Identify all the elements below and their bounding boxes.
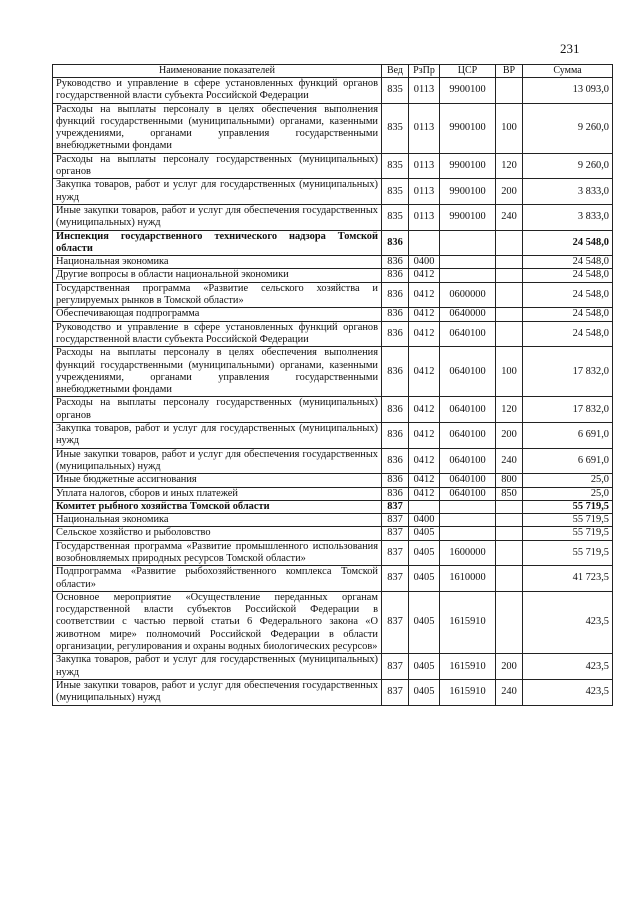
row-csr: 0600000: [440, 282, 496, 308]
row-name: Закупка товаров, работ и услуг для государственных (муниципальных) нужд: [53, 654, 382, 680]
table-row: [53, 566, 613, 592]
row-vr: 200: [496, 423, 523, 449]
row-vr: [496, 78, 523, 104]
table-row: [53, 448, 613, 474]
row-vr: [496, 540, 523, 566]
table-header-row: [53, 65, 613, 78]
table-row: [53, 179, 613, 205]
table-row: [53, 514, 613, 527]
table-row: [53, 474, 613, 487]
row-sum: 55 719,5: [523, 540, 613, 566]
table-row: [53, 527, 613, 540]
table-row: [53, 78, 613, 104]
row-vr: 100: [496, 347, 523, 397]
table-row: [53, 282, 613, 308]
row-ved: 835: [382, 204, 409, 230]
row-csr: 9900100: [440, 179, 496, 205]
table-row: [53, 423, 613, 449]
row-rzpr: 0400: [409, 514, 440, 527]
row-sum: 3 833,0: [523, 179, 613, 205]
row-ved: 836: [382, 230, 409, 256]
row-csr: 0640100: [440, 321, 496, 347]
row-name: Уплата налогов, сборов и иных платежей: [53, 487, 382, 500]
row-vr: 120: [496, 397, 523, 423]
row-csr: [440, 514, 496, 527]
row-name: Инспекция государственного технического надзора Томской области: [53, 230, 382, 256]
row-rzpr: 0412: [409, 308, 440, 321]
row-vr: 800: [496, 474, 523, 487]
header-sum: Сумма: [523, 65, 613, 78]
row-sum: 24 548,0: [523, 230, 613, 256]
row-vr: 850: [496, 487, 523, 500]
table-row: [53, 153, 613, 179]
row-rzpr: 0113: [409, 78, 440, 104]
row-name: Иные закупки товаров, работ и услуг для обеспечения государственных (муниципальных) нужд: [53, 448, 382, 474]
row-csr: 0640100: [440, 474, 496, 487]
row-name: Подпрограмма «Развитие рыбохозяйственного комплекса Томской области»: [53, 566, 382, 592]
row-rzpr: 0412: [409, 282, 440, 308]
row-csr: 1615910: [440, 654, 496, 680]
row-vr: [496, 308, 523, 321]
row-name: Национальная экономика: [53, 514, 382, 527]
row-csr: 1615910: [440, 591, 496, 653]
row-sum: 9 260,0: [523, 153, 613, 179]
row-name: Расходы на выплаты персоналу государственных (муниципальных) органов: [53, 397, 382, 423]
row-rzpr: 0412: [409, 448, 440, 474]
row-sum: 423,5: [523, 679, 613, 705]
budget-table: [52, 64, 613, 706]
row-ved: 836: [382, 474, 409, 487]
row-ved: 836: [382, 347, 409, 397]
row-name: Другие вопросы в области национальной экономики: [53, 269, 382, 282]
row-name: Иные закупки товаров, работ и услуг для обеспечения государственных (муниципальных) нужд: [53, 679, 382, 705]
row-rzpr: 0405: [409, 540, 440, 566]
row-vr: [496, 256, 523, 269]
table-row: [53, 321, 613, 347]
row-sum: 24 548,0: [523, 308, 613, 321]
row-csr: 9900100: [440, 153, 496, 179]
row-csr: 9900100: [440, 204, 496, 230]
header-vr: ВР: [496, 65, 523, 78]
row-csr: 0640000: [440, 308, 496, 321]
row-name: Иные закупки товаров, работ и услуг для обеспечения государственных (муниципальных) нужд: [53, 204, 382, 230]
row-sum: 17 832,0: [523, 397, 613, 423]
row-csr: 1610000: [440, 566, 496, 592]
row-vr: [496, 514, 523, 527]
row-sum: 13 093,0: [523, 78, 613, 104]
row-vr: 200: [496, 179, 523, 205]
row-name: Иные бюджетные ассигнования: [53, 474, 382, 487]
row-csr: [440, 269, 496, 282]
table-row: [53, 308, 613, 321]
table-row: [53, 654, 613, 680]
row-rzpr: 0412: [409, 487, 440, 500]
row-sum: 24 548,0: [523, 282, 613, 308]
row-sum: 25,0: [523, 487, 613, 500]
row-sum: 55 719,5: [523, 500, 613, 513]
row-vr: [496, 269, 523, 282]
row-ved: 837: [382, 514, 409, 527]
row-ved: 836: [382, 321, 409, 347]
row-rzpr: 0412: [409, 347, 440, 397]
row-vr: [496, 230, 523, 256]
row-rzpr: 0405: [409, 679, 440, 705]
row-rzpr: 0412: [409, 474, 440, 487]
row-sum: 9 260,0: [523, 103, 613, 153]
row-vr: 240: [496, 204, 523, 230]
table-row: [53, 540, 613, 566]
header-ved: Вед: [382, 65, 409, 78]
table-row: [53, 397, 613, 423]
row-ved: 836: [382, 282, 409, 308]
row-rzpr: 0405: [409, 591, 440, 653]
row-sum: 24 548,0: [523, 269, 613, 282]
row-csr: [440, 230, 496, 256]
row-vr: [496, 527, 523, 540]
row-ved: 836: [382, 448, 409, 474]
row-vr: [496, 321, 523, 347]
row-ved: 836: [382, 269, 409, 282]
row-csr: 1615910: [440, 679, 496, 705]
row-rzpr: 0412: [409, 397, 440, 423]
row-ved: 835: [382, 153, 409, 179]
page-number: 231: [560, 41, 580, 56]
row-name: Закупка товаров, работ и услуг для государственных (муниципальных) нужд: [53, 179, 382, 205]
row-sum: 55 719,5: [523, 514, 613, 527]
row-ved: 837: [382, 679, 409, 705]
row-csr: [440, 527, 496, 540]
row-name: Сельское хозяйство и рыболовство: [53, 527, 382, 540]
row-sum: 24 548,0: [523, 256, 613, 269]
row-vr: 200: [496, 654, 523, 680]
row-ved: 836: [382, 256, 409, 269]
row-rzpr: 0113: [409, 103, 440, 153]
table-row: [53, 256, 613, 269]
row-name: Расходы на выплаты персоналу государственных (муниципальных) органов: [53, 153, 382, 179]
row-name: Руководство и управление в сфере установленных функций органов государственной власти субъекта Российской Федерации: [53, 321, 382, 347]
row-vr: [496, 591, 523, 653]
table-row: [53, 679, 613, 705]
row-rzpr: 0400: [409, 256, 440, 269]
row-ved: 835: [382, 179, 409, 205]
row-ved: 836: [382, 423, 409, 449]
row-vr: 240: [496, 448, 523, 474]
header-rzpr: РзПр: [409, 65, 440, 78]
row-rzpr: 0412: [409, 269, 440, 282]
row-ved: 837: [382, 591, 409, 653]
table-row: [53, 103, 613, 153]
row-rzpr: 0412: [409, 423, 440, 449]
row-rzpr: 0405: [409, 566, 440, 592]
row-rzpr: 0405: [409, 654, 440, 680]
row-csr: [440, 256, 496, 269]
row-rzpr: [409, 230, 440, 256]
row-sum: 423,5: [523, 654, 613, 680]
row-csr: 1600000: [440, 540, 496, 566]
row-ved: 837: [382, 500, 409, 513]
row-sum: 24 548,0: [523, 321, 613, 347]
row-rzpr: 0405: [409, 527, 440, 540]
row-ved: 837: [382, 654, 409, 680]
row-rzpr: 0412: [409, 321, 440, 347]
row-name: Расходы на выплаты персоналу в целях обеспечения выполнения функций государственными (муниципальными) органами, казенными учреждениями, органами управления государственными внебюджетными фондами: [53, 347, 382, 397]
table-row: [53, 230, 613, 256]
header-csr: ЦСР: [440, 65, 496, 78]
header-name: Наименование показателей: [53, 65, 382, 78]
row-sum: 6 691,0: [523, 423, 613, 449]
row-name: Комитет рыбного хозяйства Томской области: [53, 500, 382, 513]
table-row: [53, 204, 613, 230]
row-name: Основное мероприятие «Осуществление переданных органам государственной власти субъектов Российской Федерации в соответствии с частью первой статьи 6 Федерального закона «О животном мире» полномочий Российской Федерации в области организации, регулирования и охраны водных биологических ресурсов»: [53, 591, 382, 653]
row-csr: 0640100: [440, 347, 496, 397]
row-sum: 6 691,0: [523, 448, 613, 474]
row-vr: [496, 282, 523, 308]
row-sum: 25,0: [523, 474, 613, 487]
row-csr: 0640100: [440, 423, 496, 449]
row-csr: 0640100: [440, 397, 496, 423]
row-rzpr: 0113: [409, 204, 440, 230]
row-vr: 120: [496, 153, 523, 179]
table-row: [53, 269, 613, 282]
row-sum: 41 723,5: [523, 566, 613, 592]
row-csr: 9900100: [440, 78, 496, 104]
table-row: [53, 500, 613, 513]
row-csr: 0640100: [440, 448, 496, 474]
row-csr: 0640100: [440, 487, 496, 500]
row-sum: 423,5: [523, 591, 613, 653]
row-vr: [496, 566, 523, 592]
row-name: Руководство и управление в сфере установленных функций органов государственной власти субъекта Российской Федерации: [53, 78, 382, 104]
row-ved: 835: [382, 103, 409, 153]
row-sum: 17 832,0: [523, 347, 613, 397]
table-body: [53, 78, 613, 706]
row-rzpr: 0113: [409, 153, 440, 179]
row-name: Государственная программа «Развитие промышленного использования возобновляемых природных ресурсов Томской области»: [53, 540, 382, 566]
row-ved: 835: [382, 78, 409, 104]
row-csr: [440, 500, 496, 513]
row-sum: 55 719,5: [523, 527, 613, 540]
row-ved: 837: [382, 566, 409, 592]
row-ved: 836: [382, 308, 409, 321]
table-row: [53, 591, 613, 653]
row-rzpr: 0113: [409, 179, 440, 205]
row-csr: 9900100: [440, 103, 496, 153]
row-name: Национальная экономика: [53, 256, 382, 269]
row-ved: 836: [382, 397, 409, 423]
row-name: Расходы на выплаты персоналу в целях обеспечения выполнения функций государственными (муниципальными) органами, казенными учреждениями, органами управления государственными внебюджетными фондами: [53, 103, 382, 153]
row-ved: 836: [382, 487, 409, 500]
row-name: Государственная программа «Развитие сельского хозяйства и регулируемых рынков в Томской области»: [53, 282, 382, 308]
row-vr: [496, 500, 523, 513]
row-sum: 3 833,0: [523, 204, 613, 230]
row-ved: 837: [382, 540, 409, 566]
row-name: Обеспечивающая подпрограмма: [53, 308, 382, 321]
row-rzpr: [409, 500, 440, 513]
row-vr: 240: [496, 679, 523, 705]
table-row: [53, 347, 613, 397]
row-vr: 100: [496, 103, 523, 153]
row-name: Закупка товаров, работ и услуг для государственных (муниципальных) нужд: [53, 423, 382, 449]
row-ved: 837: [382, 527, 409, 540]
table-row: [53, 487, 613, 500]
